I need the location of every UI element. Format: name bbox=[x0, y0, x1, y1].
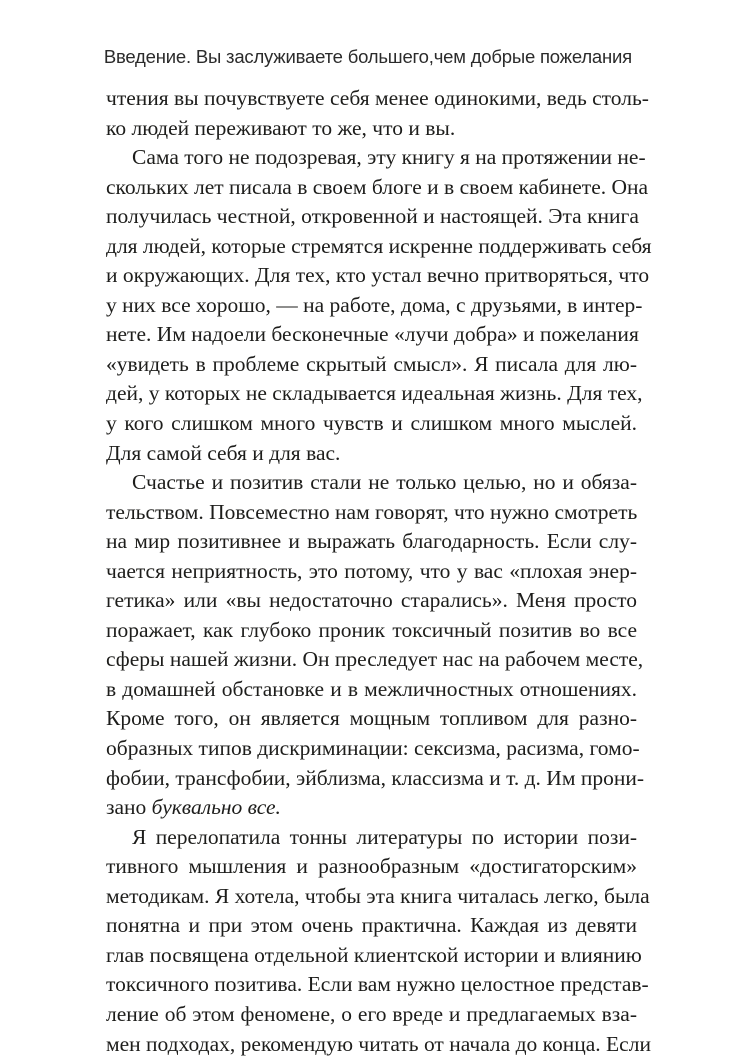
text-line-content: чтения вы почувствуете себя менее одинокими, ведь столь- bbox=[106, 86, 649, 110]
text-line-content: скольких лет писала в своем блоге и в своем кабинете. Она bbox=[106, 175, 648, 199]
text-line-content: токсичного позитива. Если вам нужно целостное представ- bbox=[106, 972, 649, 996]
text-line-content: фобии, трансфобии, эйблизма, классизма и т. д. Им прони- bbox=[106, 766, 644, 790]
text-line-content: в домашней обстановке и в межличностных отношениях. bbox=[106, 677, 637, 701]
text-line-content: у кого слишком много чувств и слишком много мыслей. bbox=[106, 411, 637, 435]
text-line-content: гетика» или «вы недостаточно старались». Меня просто bbox=[106, 588, 637, 612]
text-line bbox=[106, 114, 637, 144]
text-line bbox=[106, 379, 637, 409]
text-line-content: тивного мышления и разнообразным «достигаторским» bbox=[106, 854, 637, 878]
text-line-content: чается неприятность, это потому, что у вас «плохая энер- bbox=[106, 559, 637, 583]
text-line-content: Кроме того, он является мощным топливом для разно- bbox=[106, 706, 637, 730]
text-line-content: получилась честной, откровенной и настоящей. Эта книга bbox=[106, 204, 639, 228]
text-line-content: ление об этом феномене, о его вреде и предлагаемых вза- bbox=[106, 1002, 637, 1026]
text-line bbox=[106, 173, 637, 203]
text-line bbox=[106, 764, 637, 794]
text-line-content: дей, у которых не складывается идеальная жизнь. Для тех, bbox=[106, 381, 643, 405]
text-line bbox=[106, 823, 637, 853]
text-line bbox=[106, 527, 637, 557]
text-line bbox=[106, 586, 637, 616]
text-line bbox=[106, 320, 637, 350]
text-line-content: нете. Им надоели бесконечные «лучи добра» и пожелания bbox=[106, 322, 639, 346]
text-line-content: сферы нашей жизни. Он преследует нас на рабочем месте, bbox=[106, 647, 643, 671]
text-line-content: Счастье и позитив стали не только целью, но и обяза- bbox=[132, 470, 637, 494]
text-line bbox=[106, 468, 637, 498]
text-line-content: поражает, как глубоко проник токсичный позитив во все bbox=[106, 618, 637, 642]
running-header: Введение. Вы заслуживаете большего,чем добрые пожелания bbox=[104, 46, 632, 68]
text-line bbox=[106, 645, 637, 675]
text-line-content: методикам. Я хотела, чтобы эта книга читалась легко, была bbox=[106, 884, 650, 908]
text-line-content: Сама того не подозревая, эту книгу я на протяжении не- bbox=[132, 145, 646, 169]
text-line bbox=[106, 439, 637, 469]
text-line bbox=[106, 498, 637, 528]
text-line bbox=[106, 793, 637, 823]
text-line-content: Я перелопатила тонны литературы по истории пози- bbox=[132, 825, 637, 849]
text-line-content: Для самой себя и для вас. bbox=[106, 441, 340, 465]
emphasis-text: буквально все. bbox=[152, 795, 281, 819]
text-line bbox=[106, 261, 637, 291]
text-line bbox=[106, 84, 637, 114]
text-line-content: глав посвящена отдельной клиентской истории и влиянию bbox=[106, 943, 642, 967]
text-line-content: ко людей переживают то же, что и вы. bbox=[106, 116, 455, 140]
text-line-content: тельством. Повсеместно нам говорят, что нужно смотреть bbox=[106, 500, 637, 524]
text-line bbox=[106, 202, 637, 232]
text-line bbox=[106, 882, 637, 912]
text-line-content: у них все хорошо, — на работе, дома, с друзьями, в интер- bbox=[106, 293, 642, 317]
text-line bbox=[106, 675, 637, 705]
text-line-content: на мир позитивнее и выражать благодарность. Если слу- bbox=[106, 529, 637, 553]
body-text bbox=[106, 84, 637, 1059]
text-line bbox=[106, 911, 637, 941]
text-line bbox=[106, 941, 637, 971]
text-line-content: зано bbox=[106, 795, 146, 819]
text-line bbox=[106, 970, 637, 1000]
text-line bbox=[106, 1030, 637, 1059]
text-line-content: образных типов дискриминации: сексизма, расизма, гомо- bbox=[106, 736, 640, 760]
text-line-content: понятна и при этом очень практична. Каждая из девяти bbox=[106, 913, 637, 937]
text-line bbox=[106, 350, 637, 380]
text-line bbox=[106, 143, 637, 173]
text-line bbox=[106, 616, 637, 646]
text-line bbox=[106, 734, 637, 764]
text-line bbox=[106, 704, 637, 734]
text-line bbox=[106, 291, 637, 321]
text-line-content: для людей, которые стремятся искренне поддерживать себя bbox=[106, 234, 652, 258]
text-line bbox=[106, 232, 637, 262]
text-line-content: мен подходах, рекомендую читать от начала до конца. Если bbox=[106, 1032, 651, 1056]
text-line bbox=[106, 557, 637, 587]
text-line bbox=[106, 852, 637, 882]
text-line bbox=[106, 409, 637, 439]
text-line bbox=[106, 1000, 637, 1030]
text-line-content: «увидеть в проблеме скрытый смысл». Я писала для лю- bbox=[106, 352, 637, 376]
text-line-content: и окружающих. Для тех, кто устал вечно притворяться, что bbox=[106, 263, 649, 287]
